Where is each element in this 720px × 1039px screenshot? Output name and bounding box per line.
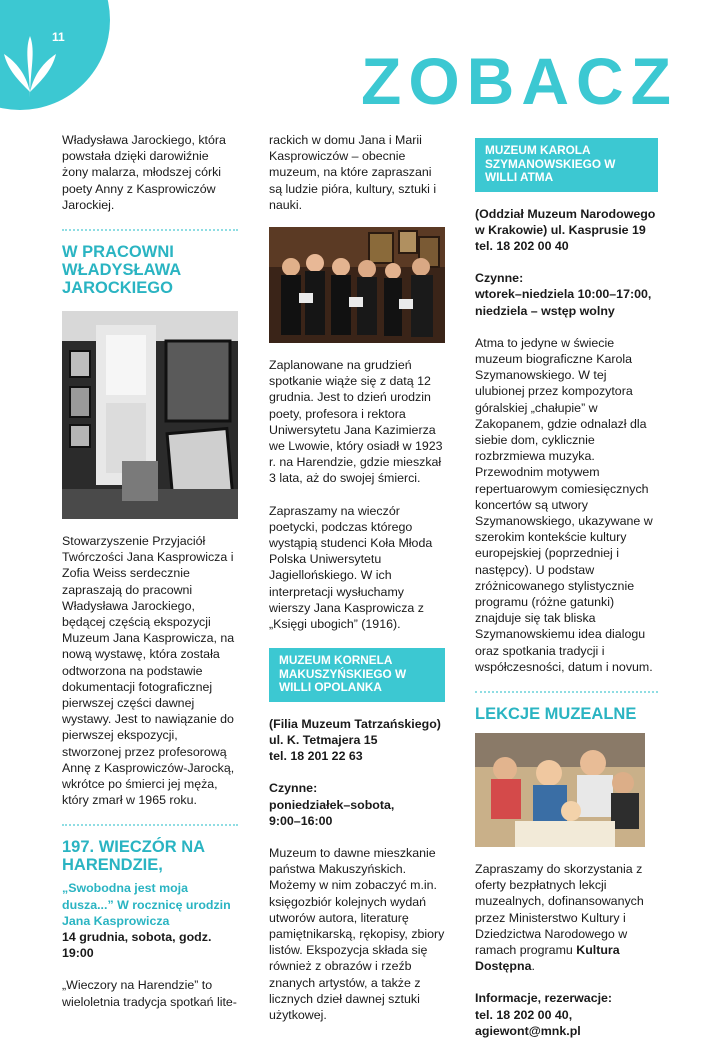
invitation-text: Zapraszamy na wieczór poetycki, podczas którego wystąpią studenci Koła Młoda Polska Uniwersytetu Jagiellońskiego. W ich interpretacji wysłuchamy wierszy Jana Kasprowicza z „Księgi ubogich” (1916). xyxy=(269,503,433,632)
column-middle xyxy=(269,132,445,1039)
section-heading-workshop: W PRACOWNI WŁADYSŁAWA JAROCKIEGO xyxy=(62,243,181,298)
address-line: ul. K. Tetmajera 15 xyxy=(269,732,378,747)
szymanowski-body: Atma to jedyne w świecie muzeum biograficzne Karola Szymanowskiego. W tej ulubionej przez kompozytora góralskiej „chałupie” w Zakopanem, gdzie odnalazł dla siebie dom, cyklicznie rozbrzmiewa muzyka. Przewodnim motywem repertuarowym comiesięcznych koncertów są utwory Szymanowskiego, ukazywane w szerokim kontekście kultury europejskiej (poprzedniej i następcy). U podstaw zróżnicowanego stylistycznie programu (różne gatunki) znajduje się tak bliska Szymanowskiemu idea dialogu oraz spotkania tradycji i współczesności, datum i novum. xyxy=(475,335,653,674)
makuszynski-address xyxy=(269,716,445,765)
lessons-heading: LEKCJE MUZEALNE xyxy=(475,704,637,723)
hours-line: wtorek–niedziela 10:00–17:00, xyxy=(475,287,652,302)
hours-line: 9:00–16:00 xyxy=(269,813,333,828)
column-left xyxy=(62,132,238,1026)
dotted-divider xyxy=(62,229,238,231)
hours-line: Czynne: xyxy=(475,271,524,286)
page-number: 11 xyxy=(52,30,65,44)
intro-text: Władysława Jarockiego, która powstała dzięki darowiźnie żony malarza, młodszej córki poety Anny z Kasprowiczów Jarockiej. xyxy=(62,133,226,212)
event-heading: 197. WIECZÓR NA HARENDZIE, xyxy=(62,838,205,875)
address-line: w Krakowie) ul. Kasprusie 19 xyxy=(475,222,646,237)
dotted-divider xyxy=(62,824,238,826)
dotted-divider xyxy=(475,691,658,693)
meeting-text: Zaplanowane na grudzień spotkanie wiąże się z datą 12 grudnia. Jest to dzień urodzin poety, profesora i rektora Uniwersytetu Jana Kazimierza we Lwowie, który osiadł w 1923 r. na Harendzie, gdzie mieszkał 3 lata, aż do swojej śmierci. xyxy=(269,358,443,486)
event-date: 14 grudnia, sobota, godz. 19:00 xyxy=(62,930,212,961)
contact-label: Informacje, rezerwacje: xyxy=(475,991,613,1006)
phone-line: tel. 18 202 00 40 xyxy=(475,238,569,253)
makuszynski-hours xyxy=(269,780,445,829)
contact-info xyxy=(475,990,658,1039)
contact-email: agiewont@mnk.pl xyxy=(475,1023,581,1038)
event-subtitle: „Swobodna jest moja dusza...” W rocznicę urodzin Jana Kasprowicza xyxy=(62,881,231,928)
hours-line: Czynne: xyxy=(269,781,318,796)
lessons-text-end: . xyxy=(531,959,535,974)
leaf-logo-icon xyxy=(2,30,58,100)
lessons-text xyxy=(475,861,658,974)
szymanowski-hours xyxy=(475,270,658,319)
address-line: (Filia Muzeum Tatrzańskiego) xyxy=(269,716,441,731)
makuszynski-museum-heading: MUZEUM KORNELA MAKUSZYŃSKIEGO W WILLI OPOLANKA xyxy=(269,648,445,702)
hours-line: poniedziałek–sobota, xyxy=(269,797,395,812)
lessons-text-main: Zapraszamy do skorzystania z oferty bezpłatnych lekcji muzealnych, dofinansowanych przez Ministerstwo Kultury i Dziedzictwa Narodowego w ramach programu xyxy=(475,861,644,957)
lessons-photo xyxy=(475,733,658,847)
hours-line: niedziela – wstęp wolny xyxy=(475,303,615,318)
makuszynski-body: Muzeum to dawne mieszkanie państwa Makuszyńskich. Możemy w nim zobaczyć m.in. księgozbiór kolejnych wydań utworów autora, literaturę pamiętnikarską, rękopisy, zbiory listów. Ekspozycja składa się również z obrazów i rzeźb znanych artystów, a także z licznych dzieł dawnej sztuki użytkowej. xyxy=(269,845,445,1023)
column-right xyxy=(475,138,658,1039)
choir-photo xyxy=(269,227,445,343)
workshop-photo xyxy=(62,311,238,519)
workshop-body: Stowarzyszenie Przyjaciół Twórczości Jana Kasprowicza i Zofia Weiss serdecznie zapraszają do pracowni Władysława Jarockiego, będącej częścią ekspozycji Muzeum Jana Kasprowicza, na nową wystawę, która została odtworzona na podstawie dokumentacji fotograficznej pierwszej części dawnej wystawy. Jest to nawiązanie do pierwszej ekspozycji, stworzonej przez profesorową Annę z Kasprowiczów-Jarocką, wkrótce po śmierci jej męża, który zmarł w 1965 roku. xyxy=(62,534,235,808)
phone-line: tel. 18 201 22 63 xyxy=(269,749,363,764)
contact-phone: tel. 18 202 00 40, xyxy=(475,1007,573,1022)
continuation-text: rackich w domu Jana i Marii Kasprowiczów – obecnie muzeum, na które zapraszani są ludzie pióra, kultury, sztuki i nauki. xyxy=(269,133,437,212)
szymanowski-address xyxy=(475,206,658,255)
address-line: (Oddział Muzeum Narodowego xyxy=(475,206,656,221)
page-title: ZOBACZ xyxy=(361,44,678,118)
event-text: „Wieczory na Harendzie” to wieloletnia tradycja spotkań lite- xyxy=(62,978,237,1009)
lessons-program-name: Kultura Dostępna xyxy=(475,943,620,974)
szymanowski-museum-heading: MUZEUM KAROLA SZYMANOWSKIEGO W WILLI ATMA xyxy=(475,138,658,192)
